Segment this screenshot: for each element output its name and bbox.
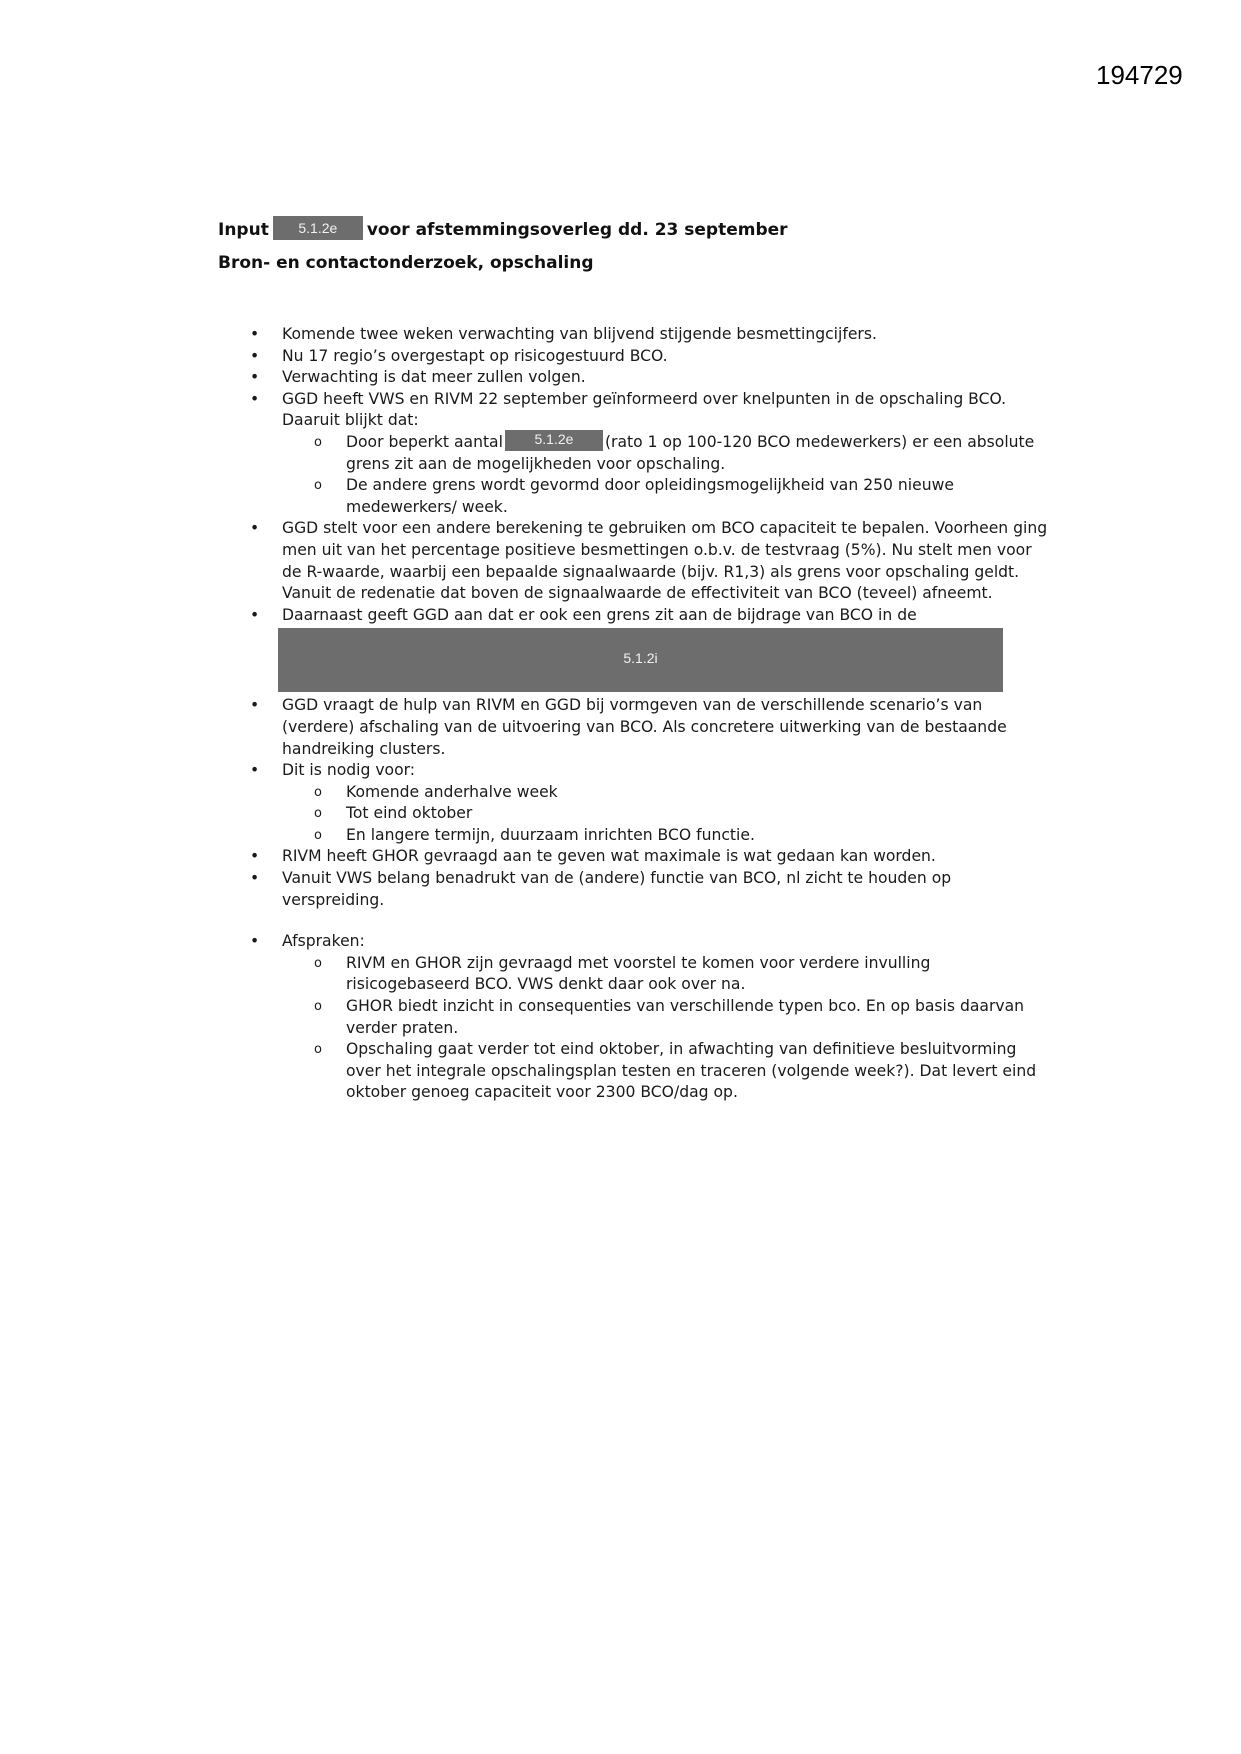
sub-text: De andere grens wordt gevormd door opleidingsmogelijkheid van 250 nieuwe medewerkers/ week. [346,476,954,516]
sub-text: GHOR biedt inzicht in consequenties van verschillende typen bco. En op basis daarvan verder praten. [346,997,1025,1037]
list-item [250,931,1050,1104]
list-item [250,695,1050,760]
sub-list [282,432,1050,518]
bullet-text: Nu 17 regio’s overgestapt op risicogestuurd BCO. [282,346,668,365]
sub-text: En langere termijn, duurzaam inrichten BCO functie. [346,825,755,844]
sub-list-item [282,1039,1050,1104]
sub-text: Komende anderhalve week [346,782,558,801]
bullet-list [250,324,1050,911]
bullet-text: Komende twee weken verwachting van blijvend stijgende besmettingcijfers. [282,325,877,343]
title-redaction: 5.1.2e [273,216,363,240]
bullet-text: GGD vraagt de hulp van RIVM en GGD bij vormgeven van de verschillende scenario’s van (verdere) afschaling van de uitvoering van BCO. Als concretere uitwerking van de bestaande handreiking clusters. [282,696,1007,758]
sub-text: Door beperkt aantal [346,432,503,451]
list-item [250,868,1050,911]
bullet-text: Verwachting is dat meer zullen volgen. [282,368,586,387]
list-item [250,346,1050,368]
sub-text: Opschaling gaat verder tot eind oktober, in afwachting van definitieve besluitvorming over het integrale opschalingsplan testen en traceren (volgende week?). Dat levert eind oktober genoeg capaciteit voor 2300 BCO/dag op. [346,1040,1037,1102]
block-redaction: 5.1.2i [278,628,1003,692]
bullet-text: Vanuit VWS belang benadrukt van de (andere) functie van BCO, nl zicht te houden op verspreiding. [282,869,952,909]
bullet-text: Afspraken: [282,932,365,951]
agreements-list [250,931,1050,1104]
inline-redaction: 5.1.2e [505,430,603,451]
sub-text: (rato 1 op 100-120 BCO medewerkers) er een absolute grens zit aan de mogelijkheden voor opschaling. [346,432,1035,473]
sub-list-item [282,953,1050,996]
list-item [250,846,1050,868]
list-item [250,760,1050,846]
document-body [250,324,1050,1104]
spacer [250,911,1050,931]
list-item [250,367,1050,389]
title-prefix: Input [218,220,269,240]
list-item [250,518,1050,604]
document-subtitle: Bron- en contactonderzoek, opschaling [218,253,594,273]
sub-list-item [282,475,1050,518]
sub-text: RIVM en GHOR zijn gevraagd met voorstel te komen voor verdere invulling risicogebaseerd BCO. VWS denkt daar ook over na. [346,953,931,994]
sub-list [282,782,1050,847]
sub-list-item [282,782,1050,804]
sub-list [282,953,1050,1104]
list-item [250,389,1050,519]
sub-list-item [282,432,1050,475]
sub-list-item [282,825,1050,847]
title-suffix: voor afstemmingsoverleg dd. 23 september [366,220,788,240]
sub-text: Tot eind oktober [346,804,473,823]
sub-list-item [282,803,1050,825]
list-item [250,605,1050,693]
bullet-text: Dit is nodig voor: [282,761,416,780]
list-item [250,324,1050,346]
document-number: 194729 [1096,60,1183,90]
bullet-text: RIVM heeft GHOR gevraagd aan te geven wat maximale is wat gedaan kan worden. [282,847,936,866]
bullet-text: GGD heeft VWS en RIVM 22 september geïnformeerd over knelpunten in de opschaling BCO. Daaruit blijkt dat: [282,389,1007,430]
sub-list-item [282,996,1050,1039]
bullet-text: Daarnaast geeft GGD aan dat er ook een grens zit aan de bijdrage van BCO in de [282,605,917,624]
document-title [218,218,788,242]
bullet-text: GGD stelt voor een andere berekening te gebruiken om BCO capaciteit te bepalen. Voorheen ging men uit van het percentage positieve besmettingen o.b.v. de testvraag (5%). Nu stelt men voor de R-waarde, waarbij een bepaalde signaalwaarde (bijv. R1,3) als grens voor opschaling geldt. Vanuit de redenatie dat boven de signaalwaarde de effectiviteit van BCO (teveel) afneemt. [282,519,1048,603]
